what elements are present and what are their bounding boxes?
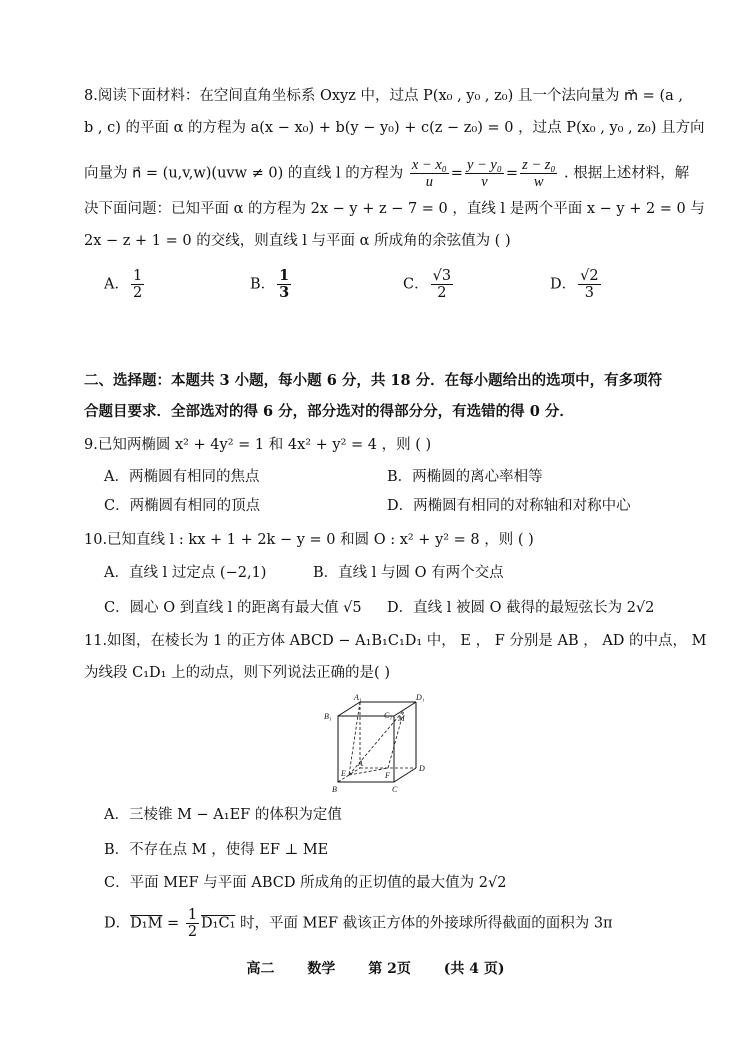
- label-a1: A₁: [354, 693, 362, 702]
- label-b1: B₁: [324, 712, 332, 721]
- q11-option-c: C．平面 MEF 与平面 ABCD 所成角的正切值的最大值为 2√2: [104, 875, 507, 891]
- q8-option-b: B． $\frac{1}{3}$: [250, 267, 290, 301]
- q9-option-b: B．两椭圆的离心率相等: [387, 469, 543, 485]
- footer-page-number: 第 2页: [368, 961, 411, 977]
- q10-option-c: C．圆心 O 到直线 l 的距离有最大值 √5: [104, 600, 362, 616]
- q11-line-1: 11.如图，在棱长为 1 的正方体 ABCD − A₁B₁C₁D₁ 中， E ， F 分别是 AB ， AD 的中点， M: [84, 633, 707, 649]
- q8-option-c: C． $\frac{√3}{2}$: [403, 268, 452, 301]
- label-e: E: [341, 769, 346, 778]
- q10-stem: 10.已知直线 l : kx + 1 + 2k − y = 0 和圆 O : x² + y² = 8 ，则 ( ): [84, 532, 534, 548]
- footer-subject: 数学: [307, 961, 336, 977]
- vector-d1c1: D₁C₁: [201, 915, 236, 932]
- edge-c-d: [394, 768, 416, 782]
- section2-heading-line-1: 二、选择题：本题共 3 小题，每小题 6 分，共 18 分．在每小题给出的选项中，有多项符: [84, 372, 663, 389]
- q8-line-4: 决下面问题：已知平面 α 的方程为 2x − y + z − 7 = 0 ，直线 l 是两个平面 x − y + 2 = 0 与: [84, 201, 705, 217]
- label-a: A: [358, 759, 363, 768]
- q9-option-a: A．两椭圆有相同的焦点: [104, 469, 260, 485]
- q8-line-3: 向量为 n⃗ = (u,v,w)(uvw ≠ 0) 的直线 l 的方程为 $\frac{\text{x − x₀}}{u}$ = $\frac{\text{y − y₀}}{v}$ = $\frac{\text{z − z₀}}{w}$ . 根据上述材料，解: [84, 157, 690, 190]
- q9-option-d: D．两椭圆有相同的对称轴和对称中心: [387, 498, 631, 514]
- page-footer: [0, 958, 751, 978]
- q8-fraction-y: $\frac{\text{y − y₀}}{v}$: [466, 157, 502, 190]
- q8-option-a: A． $\frac{1}{2}$: [104, 268, 143, 301]
- q10-option-a: A．直线 l 过定点 (−2,1): [104, 565, 267, 581]
- q8-fraction-z: $\frac{\text{z − z₀}}{w}$: [522, 157, 556, 190]
- cube-figure: [318, 692, 438, 796]
- section2-heading-line-2: 合题目要求．全部选对的得 6 分，部分选对的得部分分，有选错的得 0 分．: [84, 403, 574, 420]
- q8-line-3-text: 向量为 n⃗ = (u,v,w)(uvw ≠ 0) 的直线 l 的方程为: [84, 165, 404, 182]
- label-d: D: [419, 764, 425, 773]
- footer-grade: 高二: [246, 961, 275, 977]
- q8-line-2: b , c) 的平面 α 的方程为 a(x − x₀) + b(y − y₀) + c(z − z₀) = 0 ，过点 P(x₀ , y₀ , z₀) 且方向: [84, 120, 705, 136]
- q8-line-3-tail: . 根据上述材料，解: [564, 165, 690, 182]
- fraction-one-half: $\frac{1}{2}$: [187, 907, 198, 940]
- q9-stem: 9.已知两椭圆 x² + 4y² = 1 和 4x² + y² = 4 ，则 ( ): [84, 437, 432, 453]
- label-c1: C₁: [384, 711, 393, 720]
- label-m: M: [398, 714, 405, 723]
- label-d1: D₁: [416, 693, 425, 702]
- segment-e-f: [349, 768, 388, 775]
- q8-fraction-x: $\frac{\text{x − x₀}}{u}$: [411, 157, 447, 190]
- label-f: F: [385, 771, 390, 780]
- q10-option-b: B．直线 l 与圆 O 有两个交点: [313, 565, 504, 581]
- edge-b1-a1: [338, 702, 360, 716]
- q11-option-d: D．D₁M = $\frac{1}{2}$ D₁C₁ 时，平面 MEF 截该正方体的外接球所得截面的面积为 3π: [104, 907, 613, 940]
- footer-total-pages: (共 4 页): [443, 961, 505, 977]
- label-c: C: [392, 785, 398, 794]
- vector-d1m: D₁M: [130, 915, 163, 932]
- q8-line-5: 2x − z + 1 = 0 的交线，则直线 l 与平面 α 所成角的余弦值为 ( ): [84, 233, 511, 249]
- q8-line-1: 8.阅读下面材料：在空间直角坐标系 Oxyz 中，过点 P(x₀ , y₀ , z₀) 且一个法向量为 m⃗ = (a ,: [84, 88, 683, 104]
- q11-option-b: B．不存在点 M ，使得 EF ⊥ ME: [104, 842, 329, 858]
- q11-option-a: A．三棱锥 M − A₁EF 的体积为定值: [104, 807, 342, 823]
- q8-option-d: D． $\frac{√2}{3}$: [550, 268, 599, 301]
- q9-option-c: C．两椭圆有相同的顶点: [104, 498, 261, 514]
- q10-option-d: D．直线 l 被圆 O 截得的最短弦长为 2√2: [387, 600, 655, 616]
- label-b: B: [332, 785, 337, 794]
- q11-line-2: 为线段 C₁D₁ 上的动点，则下列说法正确的是( ): [84, 665, 390, 681]
